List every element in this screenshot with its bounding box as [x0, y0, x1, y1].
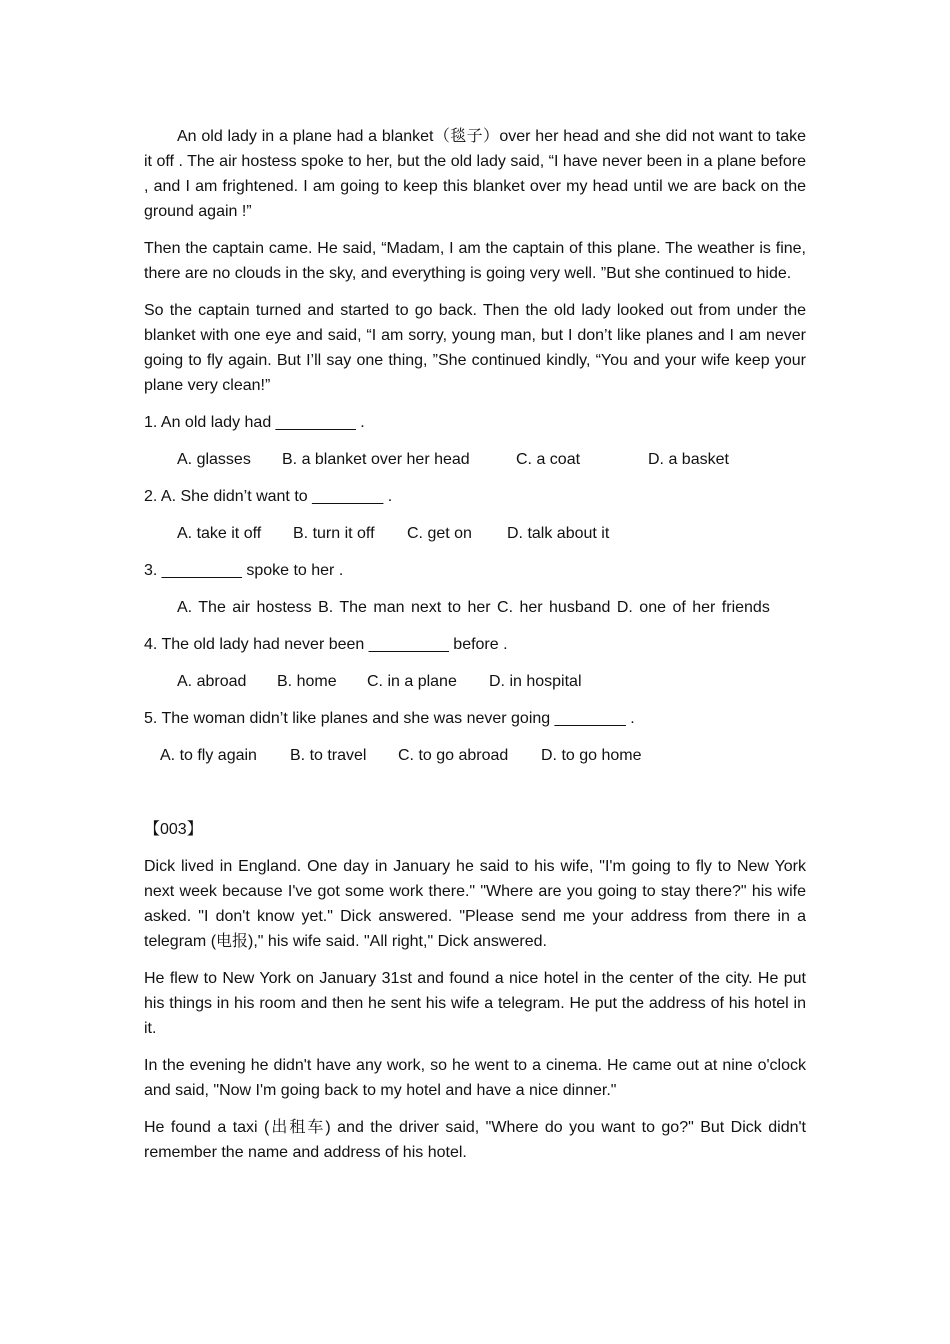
q5-option-b: B. to travel — [290, 747, 367, 764]
q2-option-a: A. take it off — [177, 525, 262, 542]
question-5-stem: 5. The woman didn’t like planes and she was never going ________ . — [144, 710, 635, 727]
q4-option-a: A. abroad — [177, 673, 247, 690]
q4-option-b: B. home — [277, 673, 337, 690]
q1-option-a: A. glasses — [177, 451, 251, 468]
passage2-paragraph-3: In the evening he didn't have any work, so he went to a cinema. He came out at nine o'clock and said, "Now I'm going back to my hotel and have a nice dinner." — [144, 1057, 806, 1099]
q1-option-c: C. a coat — [516, 451, 581, 468]
question-3-stem: 3. _________ spoke to her . — [144, 562, 344, 579]
question-1-options — [144, 447, 806, 472]
question-5-options — [144, 743, 806, 768]
section-label-003: 【003】 — [144, 821, 203, 838]
question-1-stem: 1. An old lady had _________ . — [144, 414, 365, 431]
q2-option-b: B. turn it off — [293, 525, 375, 542]
passage2-paragraph-1: Dick lived in England. One day in January he said to his wife, "I'm going to fly to New York next week because I've got some work there." "Where are you going to stay there?" his wife asked. "I don't know yet." Dick answered. "Please send me your address from there in a telegram (电报)," his wife said. "All right," Dick answered. — [144, 858, 806, 950]
passage1-paragraph-1: An old lady in a plane had a blanket（毯子）over her head and she did not want to take it off . The air hostess spoke to her, but the old lady said, “I have never been in a plane before , and I am frightened. I am going to keep this blanket over my head until we are back on the ground again !” — [144, 128, 806, 220]
question-4-options — [144, 669, 806, 694]
q5-option-c: C. to go abroad — [398, 747, 509, 764]
document-page — [144, 124, 806, 1177]
passage2-paragraph-2: He flew to New York on January 31st and found a nice hotel in the center of the city. He put his things in his room and then he sent his wife a telegram. He put the address of his hotel in it. — [144, 970, 806, 1037]
q5-option-a: A. to fly again — [160, 747, 257, 764]
question-4-stem: 4. The old lady had never been _________ before . — [144, 636, 508, 653]
question-3-options: A. The air hostess B. The man next to her C. her husband D. one of her friends — [177, 599, 770, 616]
question-2-options — [144, 521, 806, 546]
q1-option-b: B. a blanket over her head — [282, 451, 470, 468]
question-2-stem: 2. A. She didn’t want to ________ . — [144, 488, 393, 505]
passage1-paragraph-2: Then the captain came. He said, “Madam, I am the captain of this plane. The weather is fine, there are no clouds in the sky, and everything is going very well. ”But she continued to hide. — [144, 240, 806, 282]
passage1-paragraph-3: So the captain turned and started to go back. Then the old lady looked out from under the blanket with one eye and said, “I am sorry, young man, but I don’t like planes and I am never going to fly again. But I’ll say one thing, ”She continued kindly, “You and your wife keep your plane very clean!” — [144, 302, 806, 394]
q2-option-c: C. get on — [407, 525, 472, 542]
q4-option-d: D. in hospital — [489, 673, 582, 690]
q5-option-d: D. to go home — [541, 747, 642, 764]
q1-option-d: D. a basket — [648, 451, 729, 468]
passage2-paragraph-4: He found a taxi (出租车) and the driver said, "Where do you want to go?" But Dick didn't remember the name and address of his hotel. — [144, 1119, 806, 1161]
q2-option-d: D. talk about it — [507, 525, 610, 542]
q4-option-c: C. in a plane — [367, 673, 457, 690]
